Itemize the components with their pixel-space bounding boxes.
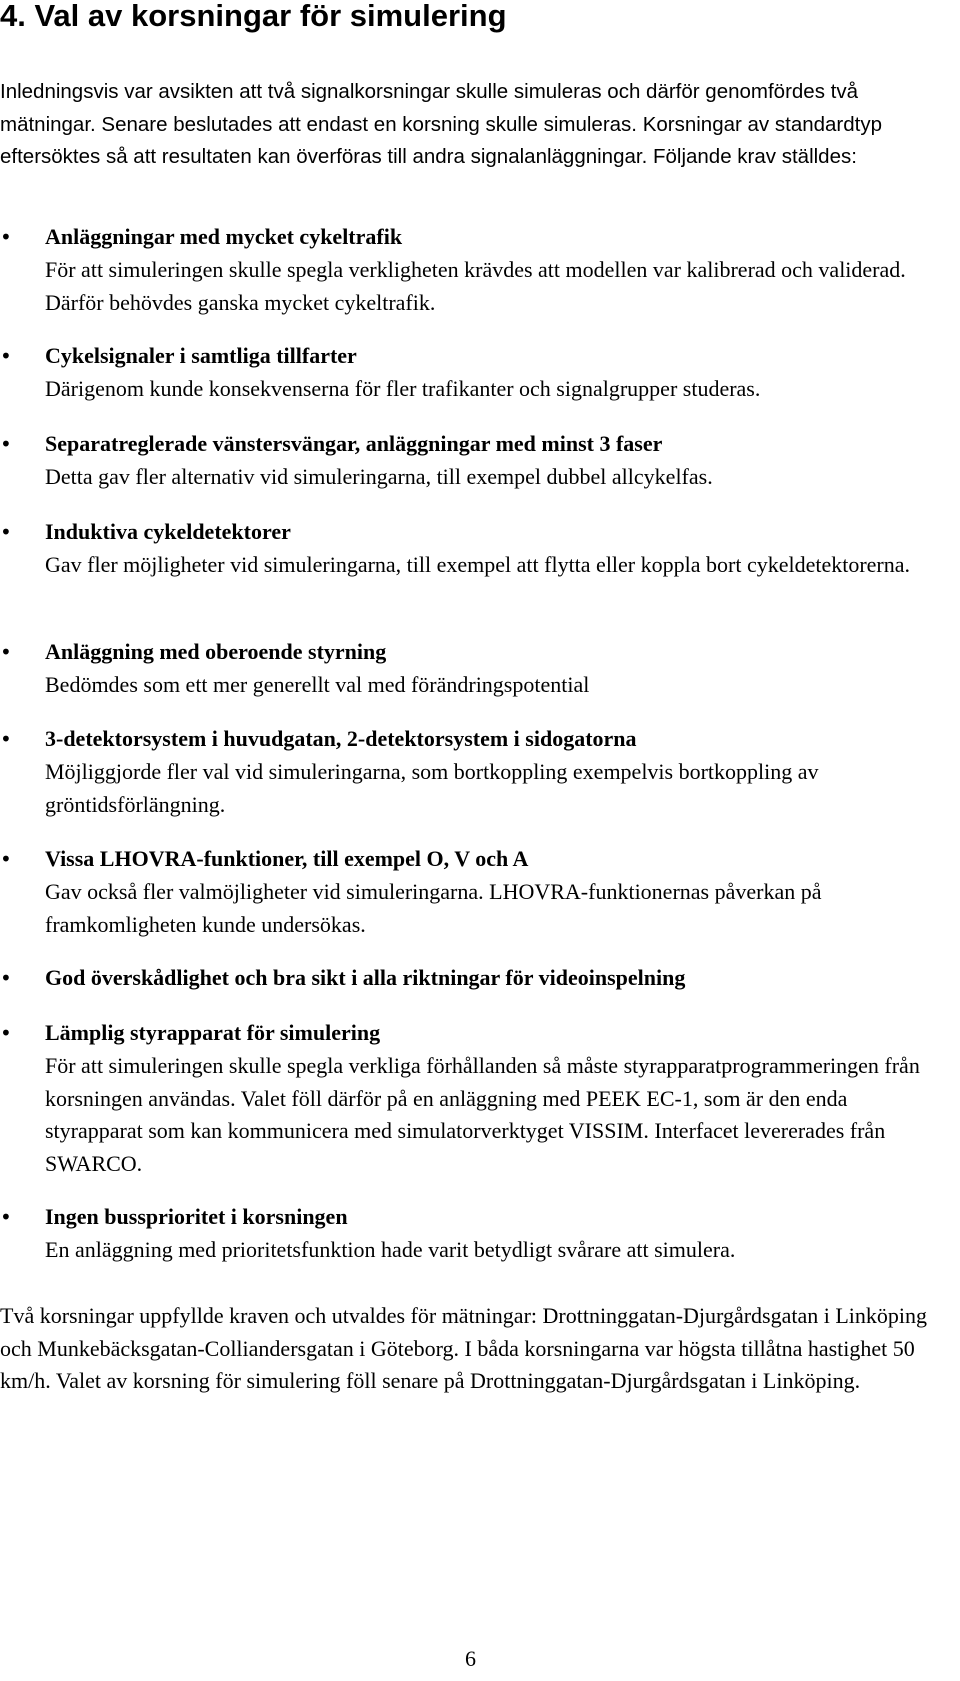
section-heading: 4. Val av korsningar för simulering: [0, 0, 507, 33]
list-item-text: Bedömdes som ett mer generellt val med förändringspotential: [45, 672, 590, 697]
list-item-title: Induktiva cykeldetektorer: [45, 519, 291, 544]
list-item-title: God överskådlighet och bra sikt i alla riktningar för videoinspelning: [45, 965, 686, 990]
bullet-icon: •: [0, 1205, 12, 1229]
intro-paragraph: Inledningsvis var avsikten att två signalkorsningar skulle simuleras och därför genomfördes två mätningar. Senare beslutades att endast en korsning skulle simuleras. Korsningar av standardtyp eftersöktes så att resultaten kan överföras till andra signalanläggningar. Följande krav ställdes:: [0, 80, 883, 168]
list-item-title: Cykelsignaler i samtliga tillfarter: [45, 343, 357, 368]
bullet-icon: •: [0, 966, 12, 990]
list-item-text: För att simuleringen skulle spegla verkliga förhållanden så måste styrapparatprogrammeringen från korsningen användas. Valet föll därför på en anläggning med PEEK EC-1, som är den enda styrapparat som kan kommunicera med simulatorverktyget VISSIM. Interfacet levererades från SWARCO.: [45, 1053, 920, 1176]
list-item-text: Detta gav fler alternativ vid simuleringarna, till exempel dubbel allcykelfas.: [45, 464, 713, 489]
list-item-title: Anläggningar med mycket cykeltrafik: [45, 224, 403, 249]
bullet-icon: •: [0, 727, 12, 751]
list-item-text: En anläggning med prioritetsfunktion hade varit betydligt svårare att simulera.: [45, 1237, 736, 1262]
bullet-icon: •: [0, 1021, 12, 1045]
bullet-icon: •: [0, 225, 12, 249]
list-item-title: Anläggning med oberoende styrning: [45, 639, 387, 664]
list-item-text: Möjliggjorde fler val vid simuleringarna, som bortkoppling exempelvis bortkoppling av gröntidsförlängning.: [45, 759, 819, 817]
list-item-title: Ingen bussprioritet i korsningen: [45, 1204, 348, 1229]
list-item-text: För att simuleringen skulle spegla verkligheten krävdes att modellen var kalibrerad och validerad. Därför behövdes ganska mycket cykeltrafik.: [45, 257, 906, 315]
bullet-icon: •: [0, 344, 12, 368]
list-item-text: Gav också fler valmöjligheter vid simuleringarna. LHOVRA-funktionernas påverkan på framkomligheten kunde undersökas.: [45, 879, 822, 937]
bullet-icon: •: [0, 640, 12, 664]
list-item-text: Gav fler möjligheter vid simuleringarna, till exempel att flytta eller koppla bort cykeldetektorerna.: [45, 552, 911, 577]
list-item-title: Lämplig styrapparat för simulering: [45, 1020, 381, 1045]
bullet-icon: •: [0, 520, 12, 544]
list-item-text: Därigenom kunde konsekvenserna för fler trafikanter och signalgrupper studeras.: [45, 376, 761, 401]
list-item-title: Separatreglerade vänstersvängar, anläggningar med minst 3 faser: [45, 431, 663, 456]
page-number: 6: [465, 1646, 476, 1671]
bullet-icon: •: [0, 847, 12, 871]
conclusion-paragraph: Två korsningar uppfyllde kraven och utvaldes för mätningar: Drottninggatan-Djurgårdsgatan i Linköping och Munkebäcksgatan-Colliandersgatan i Göteborg. I båda korsningarna var högsta tillåtna hastighet 50 km/h. Valet av korsning för simulering föll senare på Drottninggatan-Djurgårdsgatan i Linköping.: [0, 1303, 928, 1393]
bullet-icon: •: [0, 432, 12, 456]
list-item-title: 3-detektorsystem i huvudgatan, 2-detektorsystem i sidogatorna: [45, 726, 637, 751]
list-item-title: Vissa LHOVRA-funktioner, till exempel O, V och A: [45, 846, 529, 871]
